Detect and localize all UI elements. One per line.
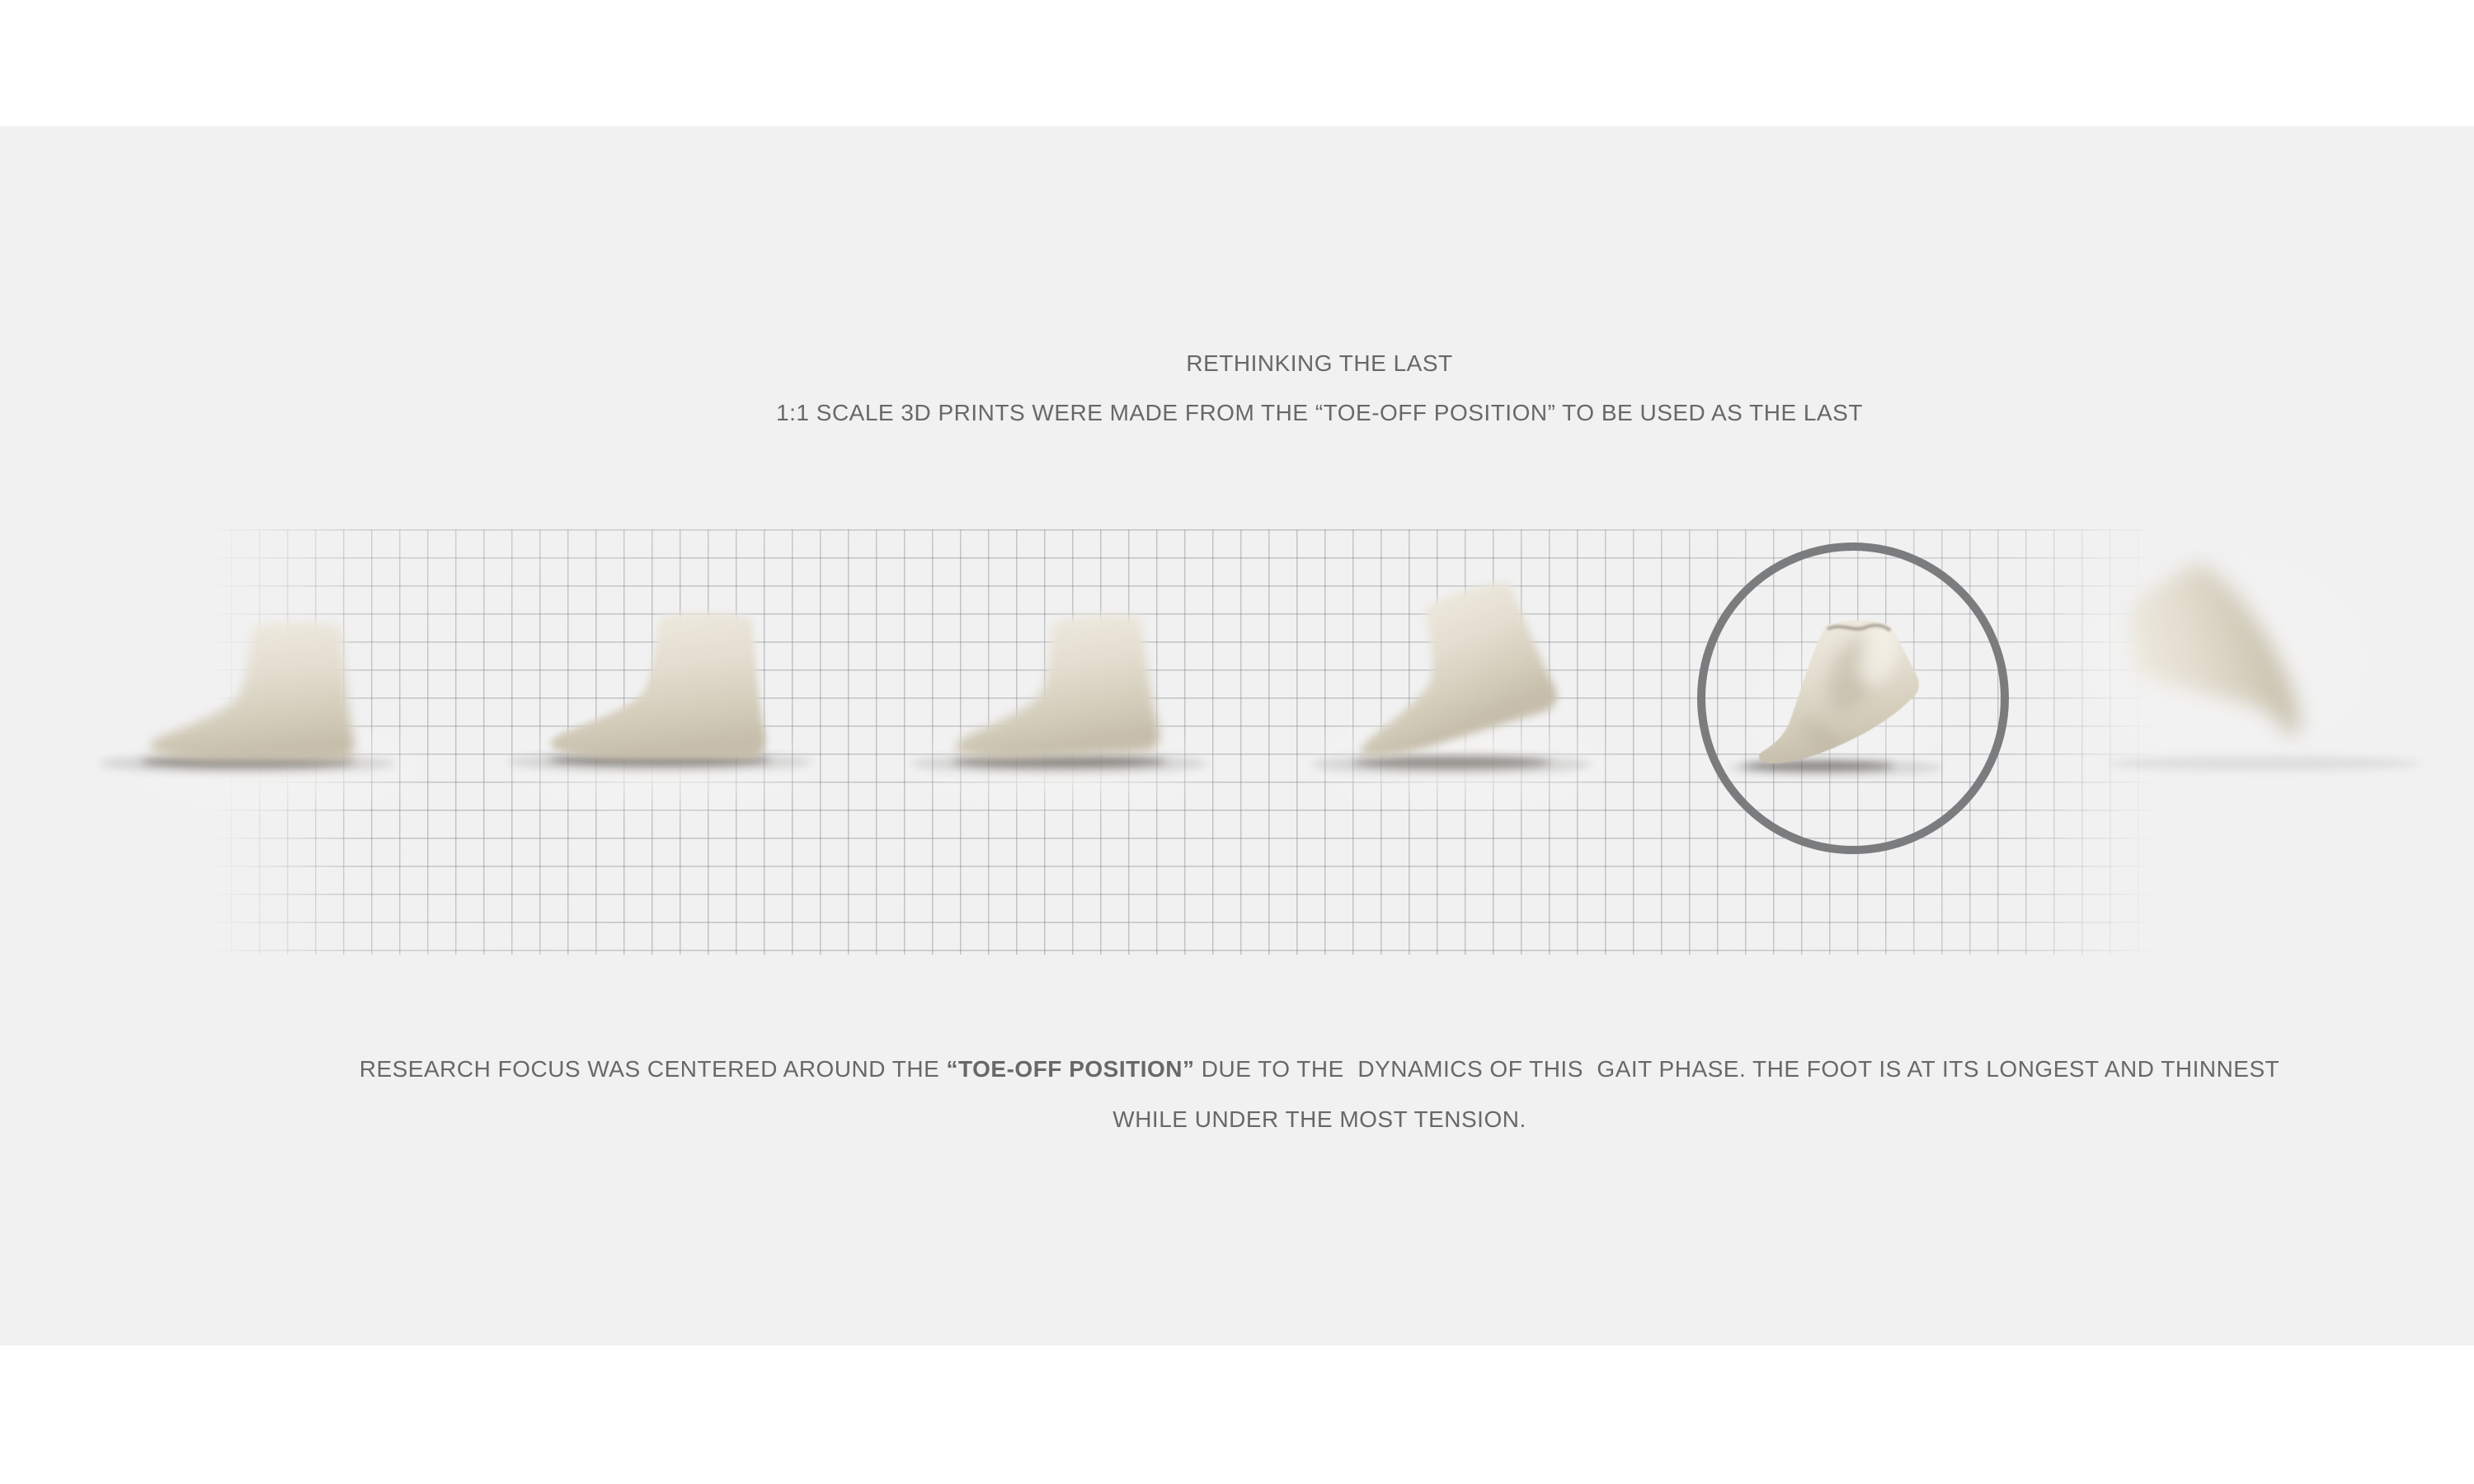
- caption-line-1: [82, 1044, 2474, 1094]
- foot-stage-4-image: [1324, 573, 1561, 766]
- foot-stage-3-image: [949, 612, 1161, 761]
- foot-stage-6-image: [2125, 556, 2301, 749]
- caption-text: DUE TO THE DYNAMICS OF THIS GAIT PHASE. THE FOOT IS AT ITS LONGEST AND THINNEST: [1194, 1056, 2280, 1082]
- caption-bold-text: “TOE-OFF POSITION”: [946, 1056, 1195, 1082]
- foot-stage-1-image: [149, 622, 354, 761]
- subheadline: 1:1 SCALE 3D PRINTS WERE MADE FROM THE “TOE-OFF POSITION” TO BE USED AS THE LAST: [776, 400, 1863, 425]
- headline: RETHINKING THE LAST: [1186, 350, 1453, 376]
- caption-text: RESEARCH FOCUS WAS CENTERED AROUND THE: [359, 1056, 947, 1082]
- foot-stage-5-toe-off-image: [1759, 617, 1919, 763]
- caption-line-2: WHILE UNDER THE MOST TENSION.: [1112, 1106, 1526, 1132]
- caption-block: [82, 1044, 2474, 1144]
- foot-stage-2-image: [551, 613, 766, 758]
- foot-shadows: [99, 751, 2420, 776]
- headline-block: [82, 339, 2474, 438]
